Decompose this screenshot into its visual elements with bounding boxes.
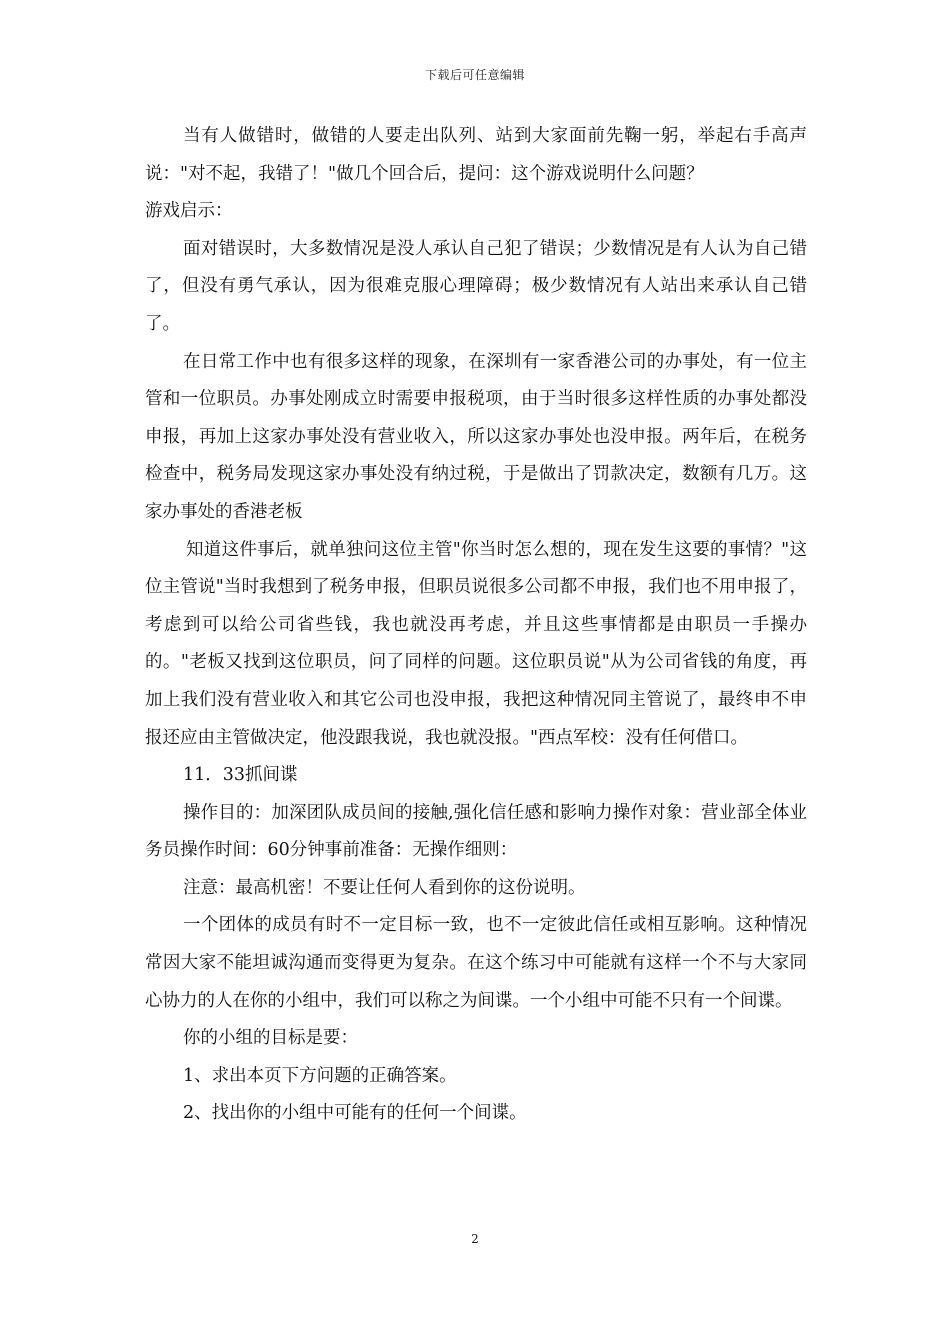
section-heading-catch-spy: 11．33抓间谍 [183, 765, 298, 786]
list-item-goal-2: 2、找出你的小组中可能有的任何一个间谍。 [183, 1103, 527, 1124]
page-header: 下载后可任意编辑 [424, 68, 525, 82]
list-item-goal-1: 1、求出本页下方问题的正确答案。 [183, 1065, 457, 1086]
paragraph-team-goal: 你的小组的目标是要： [183, 1028, 358, 1049]
paragraph-game-insight: 面对错误时，大多数情况是没人承认自己犯了错误；少数情况是有人认为自己错了，但没有勇气承认，因为很难克服心理障碍；极少数情况有人站出来承认自己错了。 [145, 238, 807, 334]
paragraph-shenzhen-case: 在日常工作中也有很多这样的现象，在深圳有一家香港公司的办事处，有一位主管和一位职员。办事处刚成立时需要申报税项，由于当时很多这样性质的办事处都没申报，再加上这家办事处没有营业收入，所以这家办事处也没申报。两年后，在税务检查中，税务局发现这家办事处没有纳过税，于是做出了罚款决定，数额有几万。这家办事处的香港老板 [145, 351, 807, 522]
page-number: 2 [471, 1232, 479, 1246]
paragraph-operation-details: 操作目的：加深团队成员间的接触,强化信任感和影响力操作对象：营业部全体业务员操作时间：60分钟事前准备：无操作细则： [145, 802, 807, 861]
paragraph-game-rule: 当有人做错时，做错的人要走出队列、站到大家面前先鞠一躬，举起右手高声说："对不起，我错了！"做几个回合后，提问：这个游戏说明什么问题？ [145, 126, 807, 184]
paragraph-game-insight-heading: 游戏启示： [145, 201, 233, 222]
paragraph-notice: 注意：最高机密！不要让任何人看到你的这份说明。 [183, 877, 586, 898]
paragraph-boss-inquiry: 知道这件事后，就单独问这位主管"你当时怎么想的，现在发生这要的事情？"这位主管说"当时我想到了税务申报，但职员说很多公司都不申报，我们也不用申报了，考虑到可以给公司省些钱，我也就没再考虑，并且这些事情都是由职员一手操办的。"老板又找到这位职员，问了同样的问题。这位职员说"从为公司省钱的角度，再加上我们没有营业收入和其它公司也没申报，我把这种情况同主管说了，最终申不申报还应由主管做决定，他没跟我说，我也就没报。"西点军校：没有任何借口。 [145, 539, 807, 748]
paragraph-team-spy: 一个团体的成员有时不一定目标一致，也不一定彼此信任或相互影响。这种情况常因大家不能坦诚沟通而变得更为复杂。在这个练习中可能就有这样一个不与大家同心协力的人在你的小组中，我们可以称之为间谍。一个小组中可能不只有一个间谍。 [145, 915, 807, 1011]
document-body [145, 118, 807, 1133]
